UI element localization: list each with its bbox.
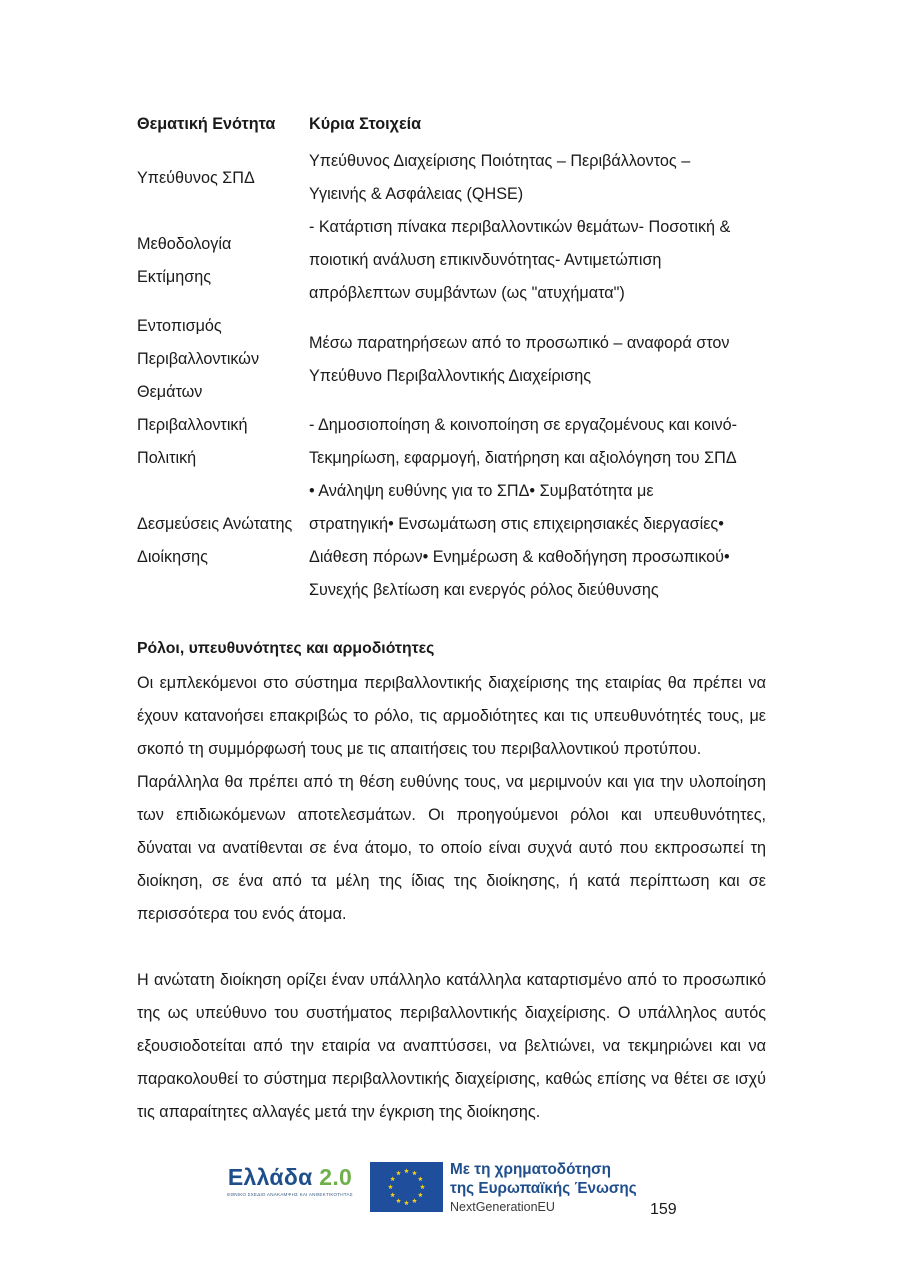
eu-funding-text: Με τη χρηματοδότηση της Ευρωπαϊκής Ένωσης NextGenerationEU — [450, 1161, 637, 1214]
table-header-row — [137, 108, 777, 141]
table-row-content: Μέσω παρατηρήσεων από το προσωπικό – αναφορά στον Υπεύθυνο Περιβαλλοντικής Διαχείρισης — [309, 333, 730, 385]
eu-star-icon — [390, 1176, 395, 1181]
body-paragraph: Παράλληλα θα πρέπει από τη θέση ευθύνης τους, να μεριμνούν και για την υλοποίηση των επιδιωκόμενων αποτελεσμάτων. Οι προηγούμενοι ρόλοι και υπευθυνότητες, δύναται να ανατίθενται σε ένα άτομο, το οποίο είναι συχνά αυτό που εκπροσωπεί τη διοίκηση, σε ένα από τα μέλη της ίδιας της διοίκησης, ή κατά περίπτωση και σε περισσότερα του ενός άτομα. — [137, 773, 766, 923]
eu-flag-icon — [370, 1162, 443, 1212]
table-row — [137, 475, 777, 607]
eu-star-icon — [396, 1171, 401, 1176]
table-row-label: Δεσμεύσεις Ανώτατης Διοίκησης — [137, 515, 293, 566]
body-paragraph: Η ανώτατη διοίκηση ορίζει έναν υπάλληλο κατάλληλα καταρτισμένο από το προσωπικό της ως υπεύθυνο του συστήματος περιβαλλοντικής διαχείρισης. Ο υπάλληλος αυτός εξουσιοδοτείται από την εταιρία να αναπτύσσει, να βελτιώνει, να τεκμηριώνει και να παρακολουθεί το σύστημα περιβαλλοντικής διαχείρισης, καθώς επίσης να θέτει σε ισχύ τις απαραίτητες αλλαγές μετά την έγκριση της διοίκησης. — [137, 971, 766, 1121]
section-heading: Ρόλοι, υπευθυνότητες και αρμοδιότητες — [137, 640, 435, 657]
eu-star-icon — [418, 1176, 423, 1181]
table-row — [137, 310, 777, 409]
section-body — [137, 636, 766, 1129]
page-number: 159 — [650, 1201, 677, 1218]
table-row-content: - Κατάρτιση πίνακα περιβαλλοντικών θεμάτων- Ποσοτική & ποιοτική ανάλυση επικινδυνότητας- Αντιμετώπιση απρόβλεπτων συμβάντων (ως "ατυχήματα") — [309, 218, 731, 302]
table-row-label: Υπεύθυνος ΣΠΔ — [137, 168, 255, 187]
eu-star-icon — [404, 1168, 409, 1173]
table-row — [137, 211, 777, 310]
table-header-topic: Θεματική Ενότητα — [137, 115, 276, 133]
table-row-content: - Δημοσιοποίηση & κοινοποίηση σε εργαζομένους και κοινό- Τεκμηρίωση, εφαρμογή, διατήρηση και αξιολόγηση του ΣΠΔ — [309, 416, 737, 467]
body-paragraph: Οι εμπλεκόμενοι στο σύστημα περιβαλλοντικής διαχείρισης της εταιρίας θα πρέπει να έχουν κατανοήσει επακριβώς το ρόλο, τις αρμοδιότητες και τις υπευθυνότητές τους, με σκοπό τη συμμόρφωσή τους με τις απαιτήσεις του περιβαλλοντικού προτύπου. — [137, 674, 766, 758]
page-footer — [0, 1158, 900, 1228]
eu-star-icon — [418, 1192, 423, 1197]
table-row-content: Υπεύθυνος Διαχείρισης Ποιότητας – Περιβάλλοντος – Υγιεινής & Ασφάλειας (QHSE) — [309, 152, 691, 203]
eu-star-icon — [396, 1198, 401, 1203]
eu-star-icon — [388, 1184, 393, 1189]
eu-star-icon — [404, 1200, 409, 1205]
eu-stars-icon — [370, 1162, 443, 1212]
table-row-label: Περιβαλλοντική Πολιτική — [137, 416, 248, 467]
table-row-label: Μεθοδολογία Εκτίμησης — [137, 234, 232, 286]
table-row — [137, 409, 777, 475]
topics-table — [137, 108, 777, 607]
table-row-label: Εντοπισμός Περιβαλλοντικών Θεμάτων — [137, 317, 260, 401]
table-header-elements: Κύρια Στοιχεία — [309, 115, 422, 133]
greece-2-0-logo: Ελλάδα 2.0 ΕΘΝΙΚΟ ΣΧΕΔΙΟ ΑΝΑΚΑΜΨΗΣ ΚΑΙ ΑΝΘΕΚΤΙΚΟΤΗΤΑΣ — [227, 1164, 353, 1197]
eu-star-icon — [420, 1184, 425, 1189]
table-row — [137, 145, 777, 211]
table-row-content: • Ανάληψη ευθύνης για το ΣΠΔ• Συμβατότητα με στρατηγική• Ενσωμάτωση στις επιχειρησιακές διεργασίες• Διάθεση πόρων• Ενημέρωση & καθοδήγηση προσωπικού• Συνεχής βελτίωση και ενεργός ρόλος διεύθυνσης — [309, 482, 730, 599]
eu-star-icon — [412, 1171, 417, 1176]
eu-star-icon — [412, 1198, 417, 1203]
eu-star-icon — [390, 1192, 395, 1197]
